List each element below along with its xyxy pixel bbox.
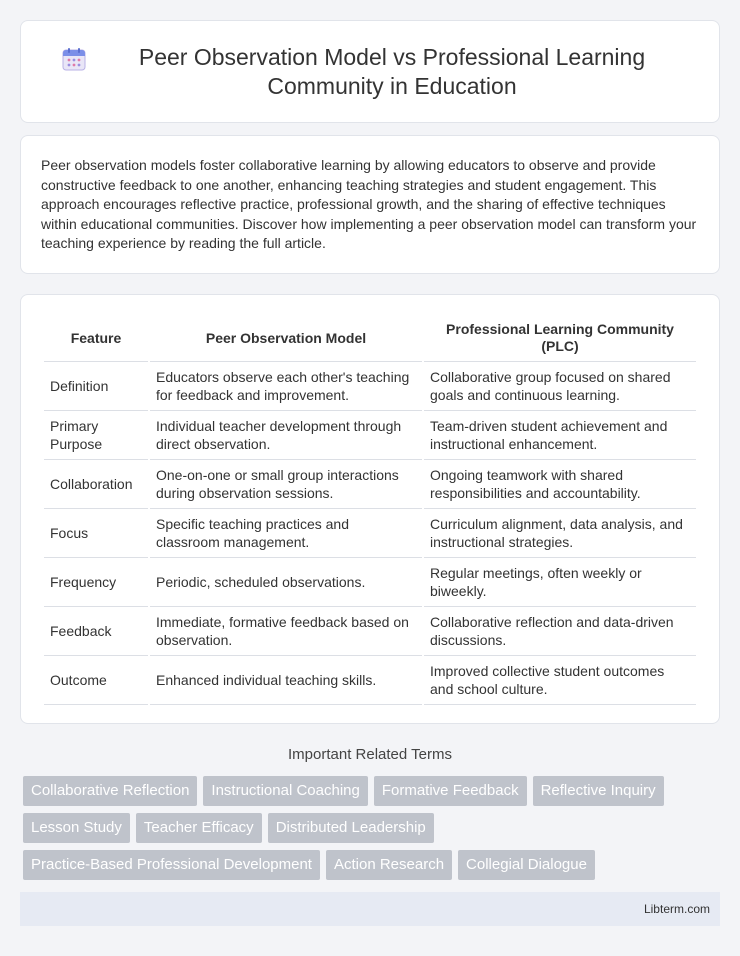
header-feature: Feature — [44, 315, 148, 362]
row-plc: Collaborative reflection and data-driven discussions. — [424, 607, 696, 656]
tag-collaborative-reflection[interactable]: Collaborative Reflection — [23, 776, 197, 806]
row-peer-observation: Educators observe each other's teaching for feedback and improvement. — [150, 362, 422, 411]
row-feature: Collaboration — [44, 460, 148, 509]
row-feature: Focus — [44, 509, 148, 558]
row-feature: Frequency — [44, 558, 148, 607]
footer-brand-link[interactable]: Libterm.com — [643, 902, 710, 916]
related-terms-title: Important Related Terms — [288, 746, 452, 763]
related-terms-list — [20, 776, 720, 880]
row-plc: Regular meetings, often weekly or biweekly. — [424, 558, 696, 607]
footer — [20, 892, 720, 926]
tag-collegial-dialogue[interactable]: Collegial Dialogue — [458, 850, 595, 880]
intro-card — [20, 135, 720, 274]
tag-distributed-leadership[interactable]: Distributed Leadership — [268, 813, 434, 843]
table-row — [44, 509, 696, 558]
table-row — [44, 411, 696, 460]
row-feature: Outcome — [44, 656, 148, 705]
row-plc: Collaborative group focused on shared goals and continuous learning. — [424, 362, 696, 411]
row-plc: Curriculum alignment, data analysis, and instructional strategies. — [424, 509, 696, 558]
row-feature: Definition — [44, 362, 148, 411]
table-row — [44, 607, 696, 656]
tag-lesson-study[interactable]: Lesson Study — [23, 813, 130, 843]
calendar-icon — [61, 46, 87, 72]
tag-instructional-coaching[interactable]: Instructional Coaching — [203, 776, 367, 806]
row-peer-observation: Enhanced individual teaching skills. — [150, 656, 422, 705]
page-title: Peer Observation Model vs Professional Learning Community in Education — [138, 43, 646, 99]
table-header-row — [44, 315, 696, 362]
row-peer-observation: One-on-one or small group interactions during observation sessions. — [150, 460, 422, 509]
row-peer-observation: Immediate, formative feedback based on observation. — [150, 607, 422, 656]
title-card — [20, 20, 720, 123]
row-peer-observation: Periodic, scheduled observations. — [150, 558, 422, 607]
table-row — [44, 362, 696, 411]
row-peer-observation: Individual teacher development through direct observation. — [150, 411, 422, 460]
table-row — [44, 460, 696, 509]
tag-action-research[interactable]: Action Research — [326, 850, 452, 880]
intro-paragraph: Peer observation models foster collaborative learning by allowing educators to observe and provide constructive feedback to one another, enhancing teaching strategies and student engagement. This approach encourages reflective practice, professional growth, and the sharing of effective techniques within educational communities. Discover how implementing a peer observation model can transform your teaching experience by reading the full article. — [41, 157, 697, 252]
tag-reflective-inquiry[interactable]: Reflective Inquiry — [533, 776, 664, 806]
table-row — [44, 558, 696, 607]
row-feature: Primary Purpose — [44, 411, 148, 460]
tag-practice-based-professional-development[interactable]: Practice-Based Professional Development — [23, 850, 320, 880]
row-peer-observation: Specific teaching practices and classroom management. — [150, 509, 422, 558]
title-wrap — [61, 43, 679, 101]
row-plc: Team-driven student achievement and instructional enhancement. — [424, 411, 696, 460]
header-peer-observation: Peer Observation Model — [150, 315, 422, 362]
row-plc: Ongoing teamwork with shared responsibilities and accountability. — [424, 460, 696, 509]
row-feature: Feedback — [44, 607, 148, 656]
table-row — [44, 656, 696, 705]
row-plc: Improved collective student outcomes and school culture. — [424, 656, 696, 705]
comparison-table — [42, 315, 698, 705]
comparison-card — [20, 294, 720, 724]
tag-teacher-efficacy[interactable]: Teacher Efficacy — [136, 813, 262, 843]
tag-formative-feedback[interactable]: Formative Feedback — [374, 776, 527, 806]
header-plc: Professional Learning Community (PLC) — [424, 315, 696, 362]
